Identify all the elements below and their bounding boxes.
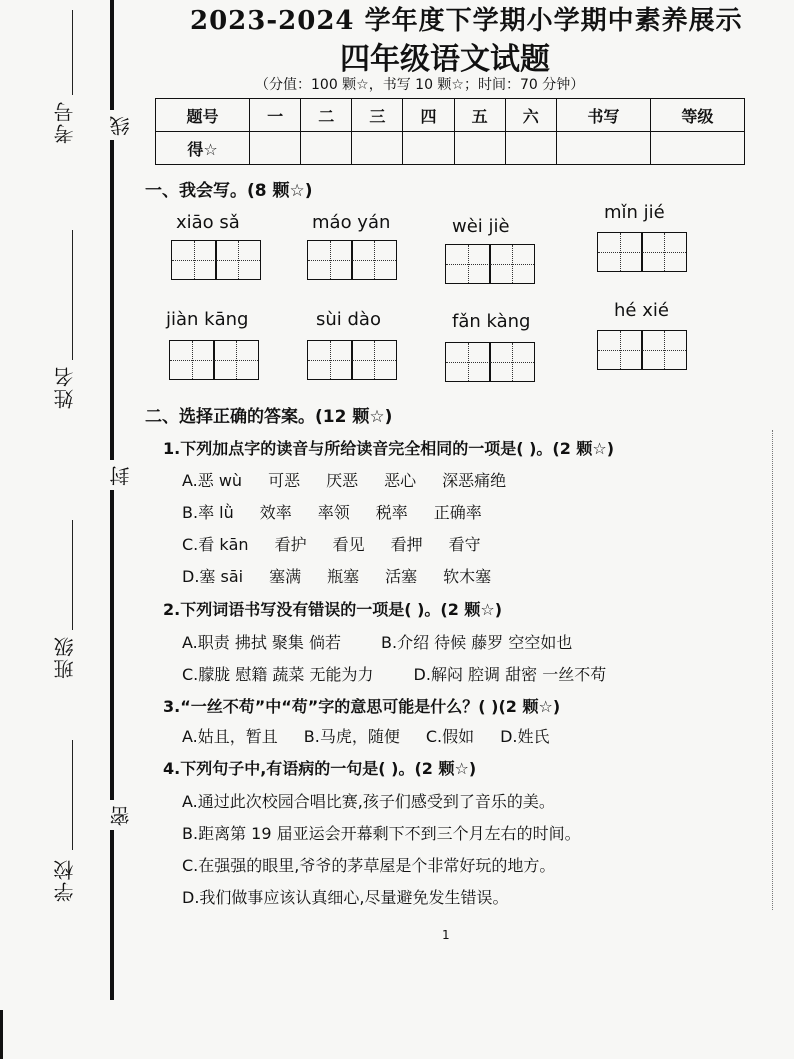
secret-label: 密	[106, 800, 135, 830]
option-choice: D.姓氏	[500, 727, 550, 746]
class-label: 班级	[53, 635, 77, 679]
pinyin-label: jiàn kāng	[166, 309, 249, 330]
score-cell[interactable]	[301, 132, 352, 165]
exam-title: 2023-2024 学年度下学期小学期中素养展示	[190, 6, 743, 36]
option-key: C.看 kān	[182, 535, 249, 554]
school-label: 学校	[53, 858, 77, 902]
pinyin-label: wèi jiè	[452, 216, 510, 237]
writing-grid[interactable]	[446, 244, 535, 284]
line-label: 线	[106, 110, 135, 140]
pinyin-label: mǐn jié	[604, 202, 665, 223]
option-row[interactable]: C.在强强的眼里,爷爷的茅草屋是个非常好玩的地方。	[182, 856, 556, 875]
right-edge-dots	[772, 430, 773, 910]
exam-subtitle: 四年级语文试题	[340, 42, 550, 77]
option-word: 深恶痛绝	[442, 471, 507, 490]
option-word: 看押	[390, 535, 423, 554]
option-choice: B.介绍 待候 藤罗 空空如也	[381, 633, 573, 652]
table-cell: 六	[505, 99, 556, 132]
option-choice: B.马虎，随便	[303, 727, 400, 746]
table-cell: 一	[250, 99, 301, 132]
score-cell[interactable]	[352, 132, 403, 165]
pinyin-label: hé xié	[614, 300, 669, 321]
option-row[interactable]	[182, 500, 508, 523]
writing-grid[interactable]	[446, 342, 535, 382]
question-stem: 1.下列加点字的读音与所给读音完全相同的一项是( )。(2 颗☆)	[163, 439, 615, 458]
option-key: A.恶 wù	[182, 471, 243, 490]
writing-grid[interactable]	[170, 340, 259, 380]
option-row[interactable]	[182, 662, 632, 685]
score-cell[interactable]	[556, 132, 650, 165]
option-word: 看护	[274, 535, 307, 554]
exam-no-label: 考号	[53, 100, 77, 144]
writing-grid[interactable]	[308, 340, 397, 380]
option-row[interactable]	[182, 532, 507, 555]
option-word: 效率	[259, 503, 292, 522]
table-cell: 二	[301, 99, 352, 132]
option-row[interactable]	[182, 468, 532, 491]
option-word: 恶心	[384, 471, 417, 490]
option-word: 瓶塞	[327, 567, 360, 586]
score-cell[interactable]	[505, 132, 556, 165]
page-edge	[0, 1010, 3, 1059]
name-blank	[72, 230, 73, 360]
question-stem: 4.下列句子中,有语病的一句是( )。(2 颗☆)	[163, 759, 477, 778]
name-label: 姓名	[53, 365, 77, 409]
writing-grid[interactable]	[308, 240, 397, 280]
option-word: 税率	[375, 503, 408, 522]
table-row	[156, 99, 745, 132]
writing-grid[interactable]	[598, 232, 687, 272]
class-blank	[72, 520, 73, 630]
writing-grid[interactable]	[172, 240, 261, 280]
score-cell[interactable]	[650, 132, 744, 165]
table-cell: 五	[454, 99, 505, 132]
option-word: 看守	[448, 535, 481, 554]
option-word: 厌恶	[326, 471, 359, 490]
option-key: D.塞 sāi	[182, 567, 244, 586]
table-cell: 题号	[156, 99, 250, 132]
option-choice: C.朦胧 慰籍 蔬菜 无能为力	[182, 665, 374, 684]
question-stem: 3.“一丝不苟”中“苟”字的意思可能是什么？( )(2 颗☆)	[163, 697, 561, 716]
seal-label: 封	[106, 460, 135, 490]
pinyin-label: fǎn kàng	[452, 311, 531, 332]
table-cell: 书写	[556, 99, 650, 132]
option-row[interactable]	[182, 630, 598, 653]
school-blank	[72, 740, 73, 850]
binding-line	[110, 0, 114, 1000]
score-table	[155, 98, 745, 165]
score-cell[interactable]	[454, 132, 505, 165]
table-cell: 三	[352, 99, 403, 132]
option-row[interactable]	[182, 724, 576, 747]
score-cell[interactable]	[403, 132, 454, 165]
option-row[interactable]	[182, 564, 517, 587]
option-key: B.率 lǜ	[182, 503, 234, 522]
option-choice: A.姑且，暂且	[182, 727, 278, 746]
option-word: 可恶	[268, 471, 301, 490]
exam-info: （分值：100 颗☆，书写 10 颗☆；时间：70 分钟）	[255, 77, 585, 93]
option-word: 塞满	[269, 567, 302, 586]
exam-no-blank	[72, 10, 73, 95]
option-word: 率领	[317, 503, 350, 522]
pinyin-label: xiāo sǎ	[176, 212, 240, 233]
page-number: 1	[442, 928, 450, 942]
section1-heading: 一、我会写。(8 颗☆)	[145, 181, 313, 201]
table-cell: 得☆	[156, 132, 250, 165]
table-cell: 四	[403, 99, 454, 132]
option-choice: D.解闷 腔调 甜密 一丝不苟	[413, 665, 607, 684]
option-word: 正确率	[433, 503, 482, 522]
question-stem: 2.下列词语书写没有错误的一项是( )。(2 颗☆)	[163, 600, 503, 619]
section2-heading: 二、选择正确的答案。(12 颗☆)	[145, 407, 393, 427]
option-choice: C.假如	[425, 727, 475, 746]
table-cell: 等级	[650, 99, 744, 132]
score-cell[interactable]	[250, 132, 301, 165]
option-choice: A.职责 拂拭 聚集 倘若	[182, 633, 342, 652]
pinyin-label: máo yán	[312, 212, 391, 233]
pinyin-label: sùi dào	[316, 309, 381, 330]
option-word: 看见	[332, 535, 365, 554]
table-row	[156, 132, 745, 165]
option-row[interactable]: D.我们做事应该认真细心,尽量避免发生错误。	[182, 888, 509, 907]
option-row[interactable]: B.距离第 19 届亚运会开幕剩下不到三个月左右的时间。	[182, 824, 581, 843]
option-word: 软木塞	[443, 567, 492, 586]
writing-grid[interactable]	[598, 330, 687, 370]
option-word: 活塞	[385, 567, 418, 586]
option-row[interactable]: A.通过此次校园合唱比赛,孩子们感受到了音乐的美。	[182, 792, 555, 811]
